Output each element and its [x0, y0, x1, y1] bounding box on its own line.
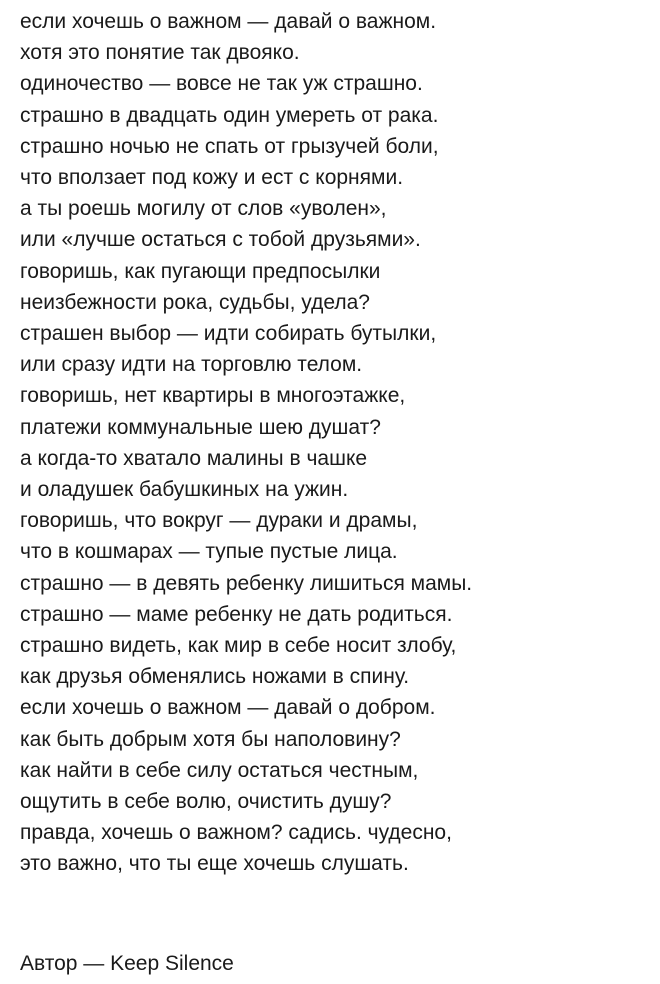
poem-line: ощутить в себе волю, очистить душу?	[20, 790, 392, 814]
poem-line: хотя это понятие так двояко.	[20, 41, 300, 65]
poem-line: а ты роешь могилу от слов «уволен»,	[20, 197, 387, 221]
poem-line: что в кошмарах — тупые пустые лица.	[20, 540, 398, 564]
poem-line: одиночество — вовсе не так уж страшно.	[20, 72, 423, 96]
author-credit: Автор — Keep Silence	[20, 952, 234, 975]
poem-line: страшен выбор — идти собирать бутылки,	[20, 322, 437, 346]
poem-line: как быть добрым хотя бы наполовину?	[20, 727, 401, 751]
poem-line: что вползает под кожу и ест с корнями.	[20, 166, 404, 190]
poem-line: платежи коммунальные шею душат?	[20, 415, 381, 439]
poem-line: страшно — в девять ребенку лишиться мамы.	[20, 571, 473, 595]
poem-line: страшно — маме ребенку не дать родиться.	[20, 602, 453, 626]
poem-line: а когда-то хватало малины в чашке	[20, 446, 368, 470]
poem-line: неизбежности рока, судьбы, удела?	[20, 290, 370, 314]
poem-line: говоришь, нет квартиры в многоэтажке,	[20, 384, 406, 408]
poem-line: страшно в двадцать один умереть от рака.	[20, 103, 439, 127]
poem-line: и оладушек бабушкиных на ужин.	[20, 478, 349, 502]
poem-line: как друзья обменялись ножами в спину.	[20, 665, 410, 689]
poem-line: как найти в себе силу остаться честным,	[20, 758, 419, 782]
poem-line: это важно, что ты еще хочешь слушать.	[20, 852, 409, 876]
poem-line: или «лучше остаться с тобой друзьями».	[20, 228, 421, 252]
poem-line: или сразу идти на торговлю телом.	[20, 353, 363, 377]
poem-line: говоришь, как пугающи предпосылки	[20, 259, 381, 283]
poem-line: правда, хочешь о важном? садись. чудесно,	[20, 821, 452, 845]
poem-line: страшно видеть, как мир в себе носит злобу,	[20, 634, 457, 658]
poem-line: если хочешь о важном — давай о добром.	[20, 696, 436, 720]
poem-line: говоришь, что вокруг — дураки и драмы,	[20, 509, 418, 533]
poem-line: если хочешь о важном — давай о важном.	[20, 10, 437, 33]
poem-text	[20, 6, 650, 880]
poem-line: страшно ночью не спать от грызучей боли,	[20, 134, 439, 158]
